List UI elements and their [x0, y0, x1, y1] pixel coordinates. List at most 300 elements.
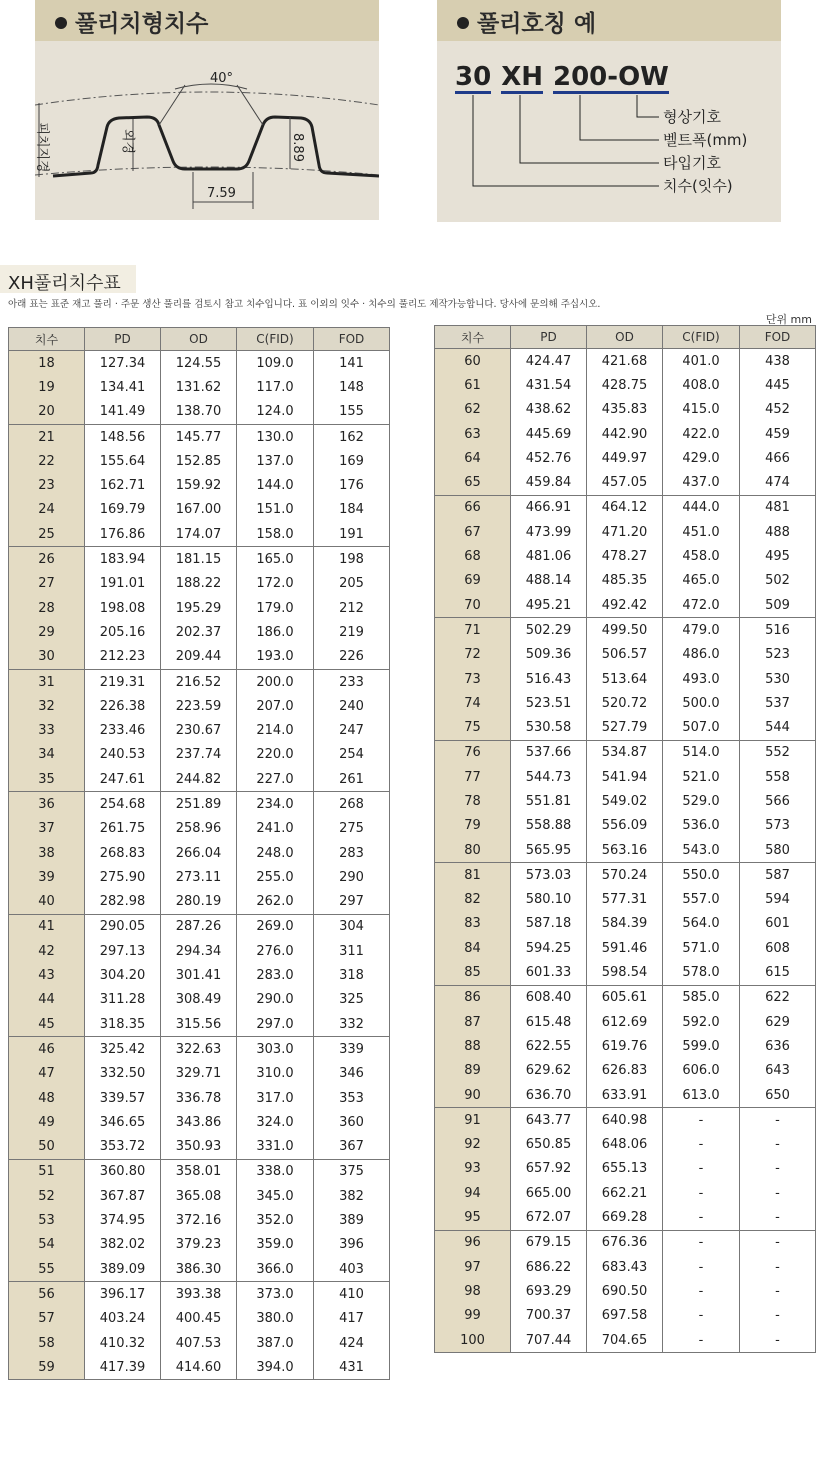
dimension-table-left	[8, 327, 390, 1380]
cell-teeth: 40	[9, 890, 85, 915]
cell-fod: 311	[314, 939, 390, 963]
cell-od: 195.29	[161, 596, 237, 620]
table-row	[9, 669, 390, 694]
cell-pd: 516.43	[511, 667, 587, 691]
cell-fod: 297	[314, 890, 390, 915]
cell-pd: 693.29	[511, 1279, 587, 1303]
cell-cfid: 479.0	[663, 618, 740, 643]
cell-pd: 134.41	[85, 375, 161, 399]
cell-od: 442.90	[587, 422, 663, 446]
table-row	[9, 743, 390, 767]
cell-od: 662.21	[587, 1181, 663, 1205]
cell-od: 449.97	[587, 446, 663, 470]
cell-pd: 530.58	[511, 715, 587, 740]
cell-od: 244.82	[161, 767, 237, 792]
table-row	[435, 960, 816, 985]
cell-fod: 367	[314, 1135, 390, 1160]
cell-pd: 565.95	[511, 838, 587, 863]
cell-teeth: 37	[9, 817, 85, 841]
cell-fod: 233	[314, 669, 390, 694]
cell-teeth: 62	[435, 398, 511, 422]
cell-od: 358.01	[161, 1159, 237, 1184]
cell-pd: 304.20	[85, 963, 161, 987]
table-row	[9, 914, 390, 939]
cell-pd: 268.83	[85, 841, 161, 865]
cell-cfid: 429.0	[663, 446, 740, 470]
cell-fod: 417	[314, 1307, 390, 1331]
cell-od: 619.76	[587, 1034, 663, 1058]
cell-teeth: 72	[435, 643, 511, 667]
cell-fod: 382	[314, 1184, 390, 1208]
cell-cfid: 297.0	[237, 1012, 314, 1037]
cell-pd: 282.98	[85, 890, 161, 915]
cell-cfid: 550.0	[663, 863, 740, 888]
cell-pd: 318.35	[85, 1012, 161, 1037]
cell-teeth: 46	[9, 1037, 85, 1062]
cell-fod: 396	[314, 1233, 390, 1257]
cell-fod: -	[740, 1157, 816, 1181]
cell-pd: 297.13	[85, 939, 161, 963]
cell-pd: 396.17	[85, 1282, 161, 1307]
cell-od: 124.55	[161, 351, 237, 376]
code-width: 200	[553, 62, 608, 92]
cell-teeth: 69	[435, 569, 511, 593]
cell-cfid: 571.0	[663, 936, 740, 960]
header-od: OD	[587, 326, 663, 349]
cell-cfid: -	[663, 1304, 740, 1328]
cell-pd: 226.38	[85, 694, 161, 718]
cell-od: 676.36	[587, 1230, 663, 1255]
cell-od: 534.87	[587, 740, 663, 765]
table-row	[9, 1282, 390, 1307]
cell-cfid: 303.0	[237, 1037, 314, 1062]
cell-fod: 162	[314, 424, 390, 449]
cell-pd: 261.75	[85, 817, 161, 841]
cell-od: 485.35	[587, 569, 663, 593]
cell-od: 492.42	[587, 593, 663, 618]
cell-pd: 290.05	[85, 914, 161, 939]
cell-pd: 629.62	[511, 1059, 587, 1083]
cell-od: 223.59	[161, 694, 237, 718]
cell-teeth: 52	[9, 1184, 85, 1208]
cell-fod: 474	[740, 470, 816, 495]
cell-cfid: -	[663, 1328, 740, 1353]
cell-fod: -	[740, 1205, 816, 1230]
table-row	[435, 544, 816, 568]
designation-panel	[437, 0, 781, 222]
cell-teeth: 19	[9, 375, 85, 399]
table-row	[435, 1279, 816, 1303]
table-row	[9, 1135, 390, 1160]
cell-cfid: 422.0	[663, 422, 740, 446]
table-row	[435, 569, 816, 593]
cell-cfid: 500.0	[663, 691, 740, 715]
dimension-table-right	[434, 325, 816, 1353]
cell-teeth: 23	[9, 473, 85, 497]
cell-teeth: 91	[435, 1108, 511, 1133]
cell-od: 704.65	[587, 1328, 663, 1353]
cell-od: 584.39	[587, 912, 663, 936]
cell-cfid: 613.0	[663, 1083, 740, 1108]
cell-cfid: 269.0	[237, 914, 314, 939]
section-description: 아래 표는 표준 재고 풀리 · 주문 생산 풀리를 검토시 참고 치수입니다. 표 이외의 잇수 · 치수의 풀리도 제작가능합니다. 당사에 문의해 주십시오.	[8, 299, 601, 310]
cell-teeth: 81	[435, 863, 511, 888]
header-od: OD	[161, 328, 237, 351]
table-row	[435, 618, 816, 643]
table-row	[435, 667, 816, 691]
cell-pd: 509.36	[511, 643, 587, 667]
table-row	[435, 373, 816, 397]
cell-cfid: 585.0	[663, 985, 740, 1010]
cell-cfid: 345.0	[237, 1184, 314, 1208]
table-row	[435, 765, 816, 789]
cell-fod: 261	[314, 767, 390, 792]
cell-teeth: 94	[435, 1181, 511, 1205]
cell-pd: 183.94	[85, 547, 161, 572]
table-row	[435, 495, 816, 520]
cell-pd: 650.85	[511, 1133, 587, 1157]
angle-label: 40°	[210, 71, 234, 86]
table-row	[9, 351, 390, 376]
cell-cfid: 366.0	[237, 1257, 314, 1282]
cell-cfid: 172.0	[237, 572, 314, 596]
cell-cfid: 507.0	[663, 715, 740, 740]
cell-teeth: 55	[9, 1257, 85, 1282]
header-teeth: 치수	[9, 328, 85, 351]
cell-od: 167.00	[161, 498, 237, 522]
cell-od: 152.85	[161, 449, 237, 473]
cell-fod: 438	[740, 349, 816, 374]
cell-teeth: 93	[435, 1157, 511, 1181]
cell-cfid: 276.0	[237, 939, 314, 963]
cell-teeth: 75	[435, 715, 511, 740]
pulley-shape-title	[55, 5, 208, 38]
cell-pd: 643.77	[511, 1108, 587, 1133]
table-header-row	[9, 328, 390, 351]
cell-pd: 219.31	[85, 669, 161, 694]
cell-teeth: 42	[9, 939, 85, 963]
cell-od: 520.72	[587, 691, 663, 715]
cell-cfid: 290.0	[237, 988, 314, 1012]
cell-teeth: 20	[9, 400, 85, 425]
cell-fod: 275	[314, 817, 390, 841]
cell-od: 202.37	[161, 620, 237, 644]
cell-cfid: 401.0	[663, 349, 740, 374]
cell-cfid: 415.0	[663, 398, 740, 422]
cell-cfid: 437.0	[663, 470, 740, 495]
cell-cfid: 234.0	[237, 792, 314, 817]
cell-teeth: 36	[9, 792, 85, 817]
cell-od: 258.96	[161, 817, 237, 841]
cell-pd: 176.86	[85, 522, 161, 547]
cell-od: 513.64	[587, 667, 663, 691]
table-row	[9, 817, 390, 841]
cell-pd: 558.88	[511, 814, 587, 838]
cell-od: 181.15	[161, 547, 237, 572]
cell-cfid: 165.0	[237, 547, 314, 572]
section-title: XH풀리치수표	[8, 273, 121, 294]
cell-cfid: 214.0	[237, 718, 314, 742]
cell-od: 287.26	[161, 914, 237, 939]
cell-cfid: 158.0	[237, 522, 314, 547]
table-row	[9, 572, 390, 596]
pulley-shape-title-text: 풀리치형치수	[75, 11, 209, 37]
cell-pd: 311.28	[85, 988, 161, 1012]
cell-fod: -	[740, 1328, 816, 1353]
code-shape: -OW	[607, 62, 669, 92]
cell-od: 626.83	[587, 1059, 663, 1083]
cell-cfid: 592.0	[663, 1010, 740, 1034]
cell-cfid: -	[663, 1157, 740, 1181]
table-row	[9, 1307, 390, 1331]
table-row	[9, 1257, 390, 1282]
cell-od: 499.50	[587, 618, 663, 643]
cell-pd: 389.09	[85, 1257, 161, 1282]
cell-pd: 622.55	[511, 1034, 587, 1058]
cell-od: 174.07	[161, 522, 237, 547]
cell-pd: 417.39	[85, 1355, 161, 1380]
cell-teeth: 100	[435, 1328, 511, 1353]
code-type: XH	[501, 62, 543, 92]
cell-pd: 502.29	[511, 618, 587, 643]
cell-cfid: 394.0	[237, 1355, 314, 1380]
cell-teeth: 51	[9, 1159, 85, 1184]
cell-teeth: 33	[9, 718, 85, 742]
cell-od: 669.28	[587, 1205, 663, 1230]
cell-pd: 459.84	[511, 470, 587, 495]
cell-fod: 424	[314, 1331, 390, 1355]
table-row	[9, 1159, 390, 1184]
cell-fod: 516	[740, 618, 816, 643]
cell-fod: 452	[740, 398, 816, 422]
cell-od: 563.16	[587, 838, 663, 863]
cell-od: 541.94	[587, 765, 663, 789]
cell-cfid: 117.0	[237, 375, 314, 399]
cell-cfid: 248.0	[237, 841, 314, 865]
cell-pd: 636.70	[511, 1083, 587, 1108]
cell-fod: 332	[314, 1012, 390, 1037]
header-teeth: 치수	[435, 326, 511, 349]
cell-od: 549.02	[587, 789, 663, 813]
cell-teeth: 54	[9, 1233, 85, 1257]
table-row	[435, 398, 816, 422]
table-row	[9, 1110, 390, 1134]
table-row	[9, 767, 390, 792]
table-row	[435, 1034, 816, 1058]
cell-teeth: 87	[435, 1010, 511, 1034]
cell-fod: 587	[740, 863, 816, 888]
cell-pd: 473.99	[511, 520, 587, 544]
cell-teeth: 22	[9, 449, 85, 473]
table-row	[9, 424, 390, 449]
designation-leader-lines	[437, 95, 781, 215]
cell-pd: 573.03	[511, 863, 587, 888]
cell-teeth: 68	[435, 544, 511, 568]
cell-fod: 184	[314, 498, 390, 522]
cell-teeth: 59	[9, 1355, 85, 1380]
cell-cfid: 331.0	[237, 1135, 314, 1160]
cell-teeth: 90	[435, 1083, 511, 1108]
cell-od: 407.53	[161, 1331, 237, 1355]
cell-fod: 445	[740, 373, 816, 397]
table-row	[435, 1083, 816, 1108]
table-row	[9, 596, 390, 620]
width-label: 7.59	[207, 186, 236, 201]
cell-cfid: 458.0	[663, 544, 740, 568]
cell-cfid: -	[663, 1279, 740, 1303]
cell-cfid: 380.0	[237, 1307, 314, 1331]
cell-teeth: 29	[9, 620, 85, 644]
cell-pd: 275.90	[85, 865, 161, 889]
pulley-shape-panel	[35, 0, 379, 220]
legend-shape-code: 형상기호	[663, 108, 721, 126]
table-row	[9, 890, 390, 915]
cell-fod: 155	[314, 400, 390, 425]
table-row	[9, 1331, 390, 1355]
header-fod: FOD	[740, 326, 816, 349]
cell-teeth: 56	[9, 1282, 85, 1307]
table-row	[435, 1157, 816, 1181]
cell-teeth: 49	[9, 1110, 85, 1134]
cell-od: 280.19	[161, 890, 237, 915]
unit-label: 단위 mm	[765, 313, 812, 326]
table-row	[435, 888, 816, 912]
cell-pd: 233.46	[85, 718, 161, 742]
cell-od: 145.77	[161, 424, 237, 449]
cell-pd: 346.65	[85, 1110, 161, 1134]
cell-pd: 382.02	[85, 1233, 161, 1257]
cell-pd: 445.69	[511, 422, 587, 446]
cell-od: 570.24	[587, 863, 663, 888]
cell-fod: 431	[314, 1355, 390, 1380]
cell-fod: 502	[740, 569, 816, 593]
cell-cfid: 557.0	[663, 888, 740, 912]
cell-teeth: 38	[9, 841, 85, 865]
cell-teeth: 35	[9, 767, 85, 792]
table-row	[9, 694, 390, 718]
cell-teeth: 32	[9, 694, 85, 718]
table-row	[9, 865, 390, 889]
cell-pd: 587.18	[511, 912, 587, 936]
table-row	[435, 470, 816, 495]
cell-od: 697.58	[587, 1304, 663, 1328]
cell-fod: 389	[314, 1208, 390, 1232]
cell-pd: 438.62	[511, 398, 587, 422]
cell-fod: 594	[740, 888, 816, 912]
cell-pd: 608.40	[511, 985, 587, 1010]
table-row	[435, 422, 816, 446]
cell-od: 690.50	[587, 1279, 663, 1303]
table-row	[9, 645, 390, 670]
cell-fod: 212	[314, 596, 390, 620]
cell-od: 159.92	[161, 473, 237, 497]
cell-pd: 707.44	[511, 1328, 587, 1353]
cell-fod: 339	[314, 1037, 390, 1062]
cell-fod: 403	[314, 1257, 390, 1282]
cell-od: 648.06	[587, 1133, 663, 1157]
cell-fod: 360	[314, 1110, 390, 1134]
table-row	[435, 349, 816, 374]
designation-title-text: 풀리호칭 예	[477, 11, 597, 37]
cell-teeth: 63	[435, 422, 511, 446]
cell-cfid: 529.0	[663, 789, 740, 813]
table-row	[435, 446, 816, 470]
cell-teeth: 85	[435, 960, 511, 985]
cell-od: 598.54	[587, 960, 663, 985]
cell-fod: -	[740, 1133, 816, 1157]
cell-cfid: 241.0	[237, 817, 314, 841]
cell-fod: 325	[314, 988, 390, 1012]
cell-fod: 650	[740, 1083, 816, 1108]
cell-cfid: 338.0	[237, 1159, 314, 1184]
table-row	[435, 936, 816, 960]
cell-fod: 141	[314, 351, 390, 376]
cell-od: 478.27	[587, 544, 663, 568]
table-row	[9, 963, 390, 987]
cell-teeth: 61	[435, 373, 511, 397]
cell-cfid: 352.0	[237, 1208, 314, 1232]
cell-cfid: 472.0	[663, 593, 740, 618]
cell-teeth: 48	[9, 1086, 85, 1110]
cell-pd: 162.71	[85, 473, 161, 497]
cell-pd: 551.81	[511, 789, 587, 813]
cell-cfid: -	[663, 1230, 740, 1255]
cell-od: 336.78	[161, 1086, 237, 1110]
legend-teeth-count: 치수(잇수)	[663, 177, 733, 195]
cell-fod: 552	[740, 740, 816, 765]
table-row	[435, 789, 816, 813]
cell-pd: 452.76	[511, 446, 587, 470]
table-row	[9, 620, 390, 644]
cell-fod: 290	[314, 865, 390, 889]
cell-od: 322.63	[161, 1037, 237, 1062]
header-pd: PD	[511, 326, 587, 349]
cell-pd: 410.32	[85, 1331, 161, 1355]
cell-cfid: -	[663, 1255, 740, 1279]
cell-od: 329.71	[161, 1062, 237, 1086]
cell-cfid: 317.0	[237, 1086, 314, 1110]
cell-teeth: 57	[9, 1307, 85, 1331]
table-row	[435, 643, 816, 667]
cell-pd: 254.68	[85, 792, 161, 817]
cell-pd: 657.92	[511, 1157, 587, 1181]
cell-fod: 481	[740, 495, 816, 520]
table-row	[435, 593, 816, 618]
table-row	[9, 841, 390, 865]
cell-pd: 686.22	[511, 1255, 587, 1279]
cell-fod: 169	[314, 449, 390, 473]
cell-od: 138.70	[161, 400, 237, 425]
cell-od: 266.04	[161, 841, 237, 865]
cell-teeth: 34	[9, 743, 85, 767]
cell-fod: 375	[314, 1159, 390, 1184]
cell-od: 457.05	[587, 470, 663, 495]
cell-od: 237.74	[161, 743, 237, 767]
pitch-diameter-label: 피치지경	[34, 122, 50, 173]
cell-od: 209.44	[161, 645, 237, 670]
cell-od: 216.52	[161, 669, 237, 694]
cell-fod: 530	[740, 667, 816, 691]
table-row	[435, 985, 816, 1010]
cell-cfid: 387.0	[237, 1331, 314, 1355]
cell-pd: 212.23	[85, 645, 161, 670]
cell-teeth: 82	[435, 888, 511, 912]
cell-od: 393.38	[161, 1282, 237, 1307]
cell-od: 343.86	[161, 1110, 237, 1134]
cell-fod: 318	[314, 963, 390, 987]
cell-fod: 148	[314, 375, 390, 399]
table-row	[435, 1328, 816, 1353]
